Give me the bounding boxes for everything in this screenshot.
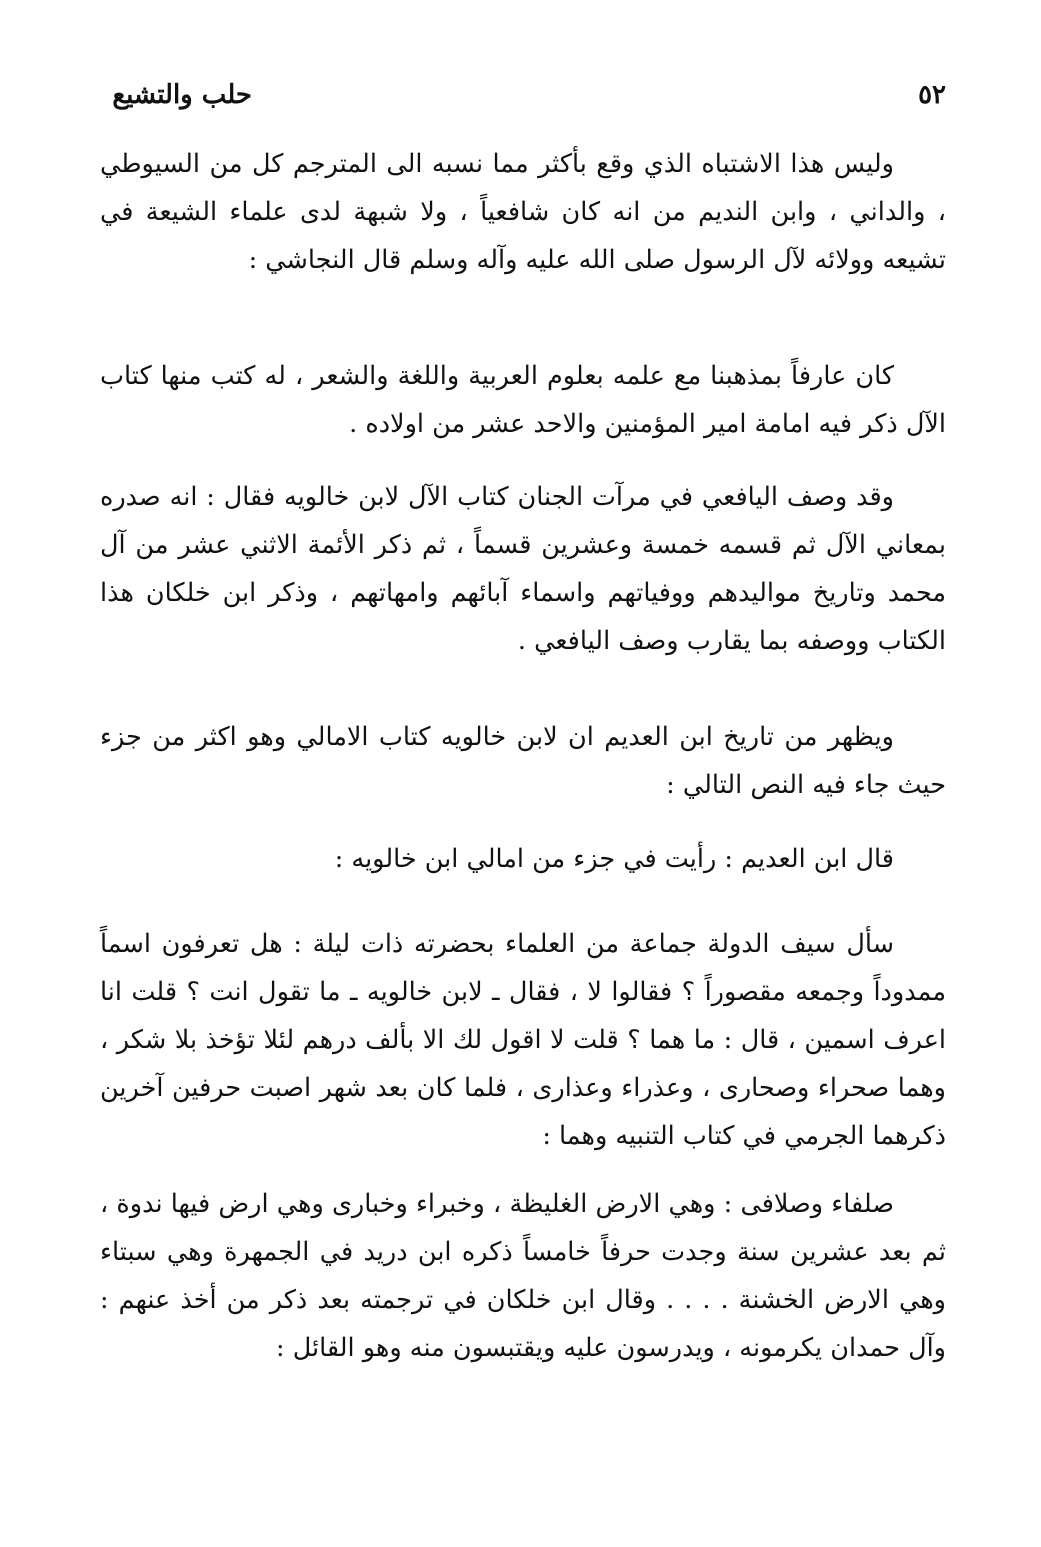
paragraph-block-3: [100, 473, 946, 665]
running-title: حلب والتشيع: [112, 80, 252, 110]
paragraph: وقد وصف اليافعي في مرآت الجنان كتاب الآل لابن خالويه فقال : انه صدره بمعاني الآل ثم قسمه خمسة وعشرين قسماً ، ثم ذكر الأئمة الاثني عشر من آل محمد وتاريخ مواليدهم ووفياتهم واسماء آبائهم وامهاتهم ، وذكر ابن خلكان هذا الكتاب ووصفه بما يقارب وصف اليافعي .: [100, 482, 946, 656]
paragraph-block-4: [100, 713, 946, 809]
paragraph: كان عارفاً بمذهبنا مع علمه بعلوم العربية واللغة والشعر ، له كتب منها كتاب الآل ذكر فيه امامة امير المؤمنين والاحد عشر من اولاده .: [100, 361, 946, 439]
paragraph-block-5: [100, 835, 946, 883]
paragraph-block-7: [100, 1180, 946, 1372]
page-number: ٥٢: [918, 80, 946, 110]
paragraph: صلفاء وصلافى : وهي الارض الغليظة ، وخبراء وخبارى وهي ارض فيها ندوة ، ثم بعد عشرين سنة وجدت حرفاً خامساً ذكره ابن دريد في الجمهرة وهي سبتاء وهي الارض الخشنة . . . . وقال ابن خلكان في ترجمته بعد ذكر من أخذ عنهم : وآل حمدان يكرمونه ، ويدرسون عليه ويقتبسون منه وهو القائل :: [100, 1189, 946, 1363]
paragraph: سأل سيف الدولة جماعة من العلماء بحضرته ذات ليلة : هل تعرفون اسماً ممدوداً وجمعه مقصوراً ؟ فقالوا لا ، فقال ـ لابن خالويه ـ ما تقول انت ؟ قلت انا اعرف اسمين ، قال : ما هما ؟ قلت لا اقول لك الا بألف درهم لئلا تؤخذ بلا شكر ، وهما صحراء وصحارى ، وعذراء وعذارى ، فلما كان بعد شهر اصبت حرفين آخرين ذكرهما الجرمي في كتاب التنبيه وهما :: [100, 929, 946, 1151]
paragraph: وليس هذا الاشتباه الذي وقع بأكثر مما نسبه الى المترجم كل من السيوطي ، والداني ، وابن النديم من انه كان شافعياً ، ولا شبهة لدى علماء الشيعة في تشيعه وولائه لآل الرسول صلى الله عليه وآله وسلم قال النجاشي :: [100, 149, 946, 275]
paragraph-block-2: [100, 352, 946, 448]
paragraph: قال ابن العديم : رأيت في جزء من امالي ابن خالويه :: [334, 844, 894, 874]
paragraph: ويظهر من تاريخ ابن العديم ان لابن خالويه كتاب الامالي وهو اكثر من جزء حيث جاء فيه النص التالي :: [100, 722, 946, 800]
paragraph-block-1: [100, 140, 946, 284]
page-header: [100, 80, 946, 120]
paragraph-block-6: [100, 920, 946, 1160]
